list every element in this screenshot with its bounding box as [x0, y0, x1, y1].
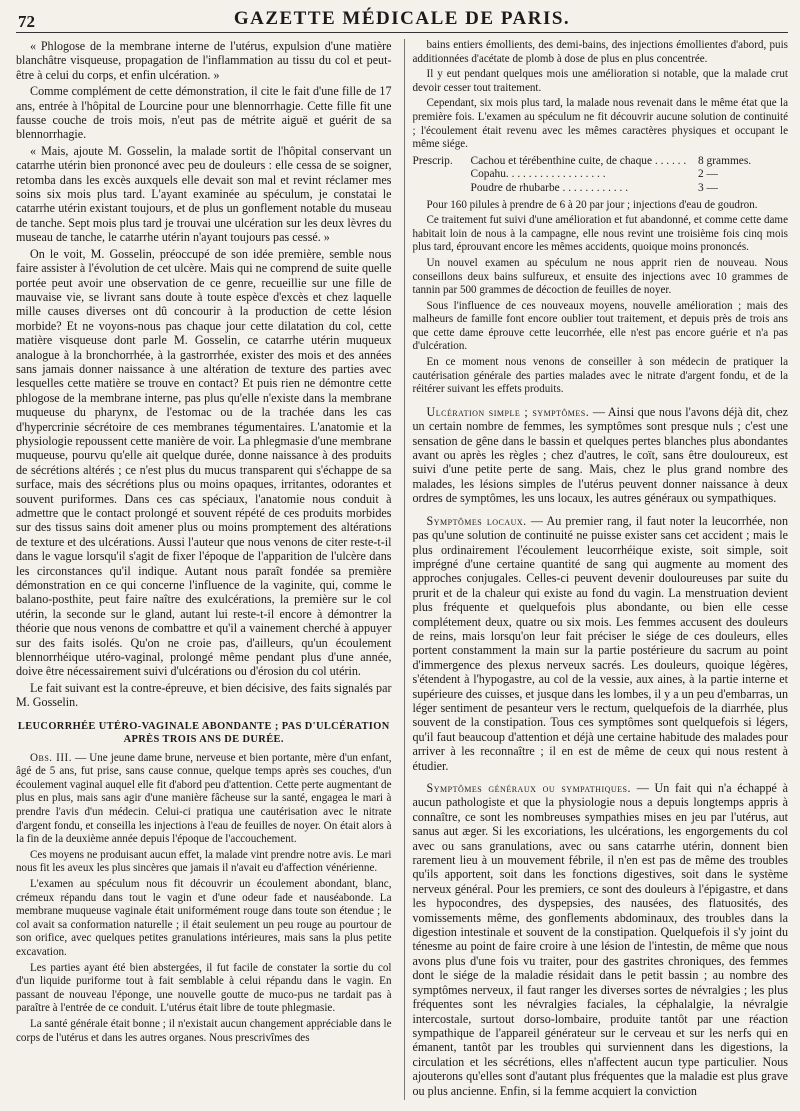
paragraph: Pour 160 pilules à prendre de 6 à 20 par jour ; injections d'eau de goudron. [426, 198, 758, 211]
observation-block [16, 752, 392, 1045]
right-column [404, 39, 789, 1100]
observation-followup [413, 199, 789, 397]
prescription-qty: 2 — [698, 168, 718, 181]
section-ulceration [413, 405, 789, 506]
section-text: — Un fait qui n'a échappé à aucun pathologiste et que la physiologie nous a depuis longtemps appris à connaître, ce sont les nombreuses sympathies mises en jeu par l'utérus, aut sanus aut æger. Si les excoriations, les ulcérations, les engorgements du col avec ou sans granulations, avec ou sans catarrhe utérin, donnent bien rarement lieu à un mouvement fébrile, il n'en est pas de même des troubles qu'ils apportent, soit dans les fonctions digestives, soit dans le système nerveux général. Pour les premiers, ce sont des douleurs à l'épigastre, et dans les hypocondres, des dyspepsies, des nausées, des flatuosités, des vomissements même, des gonflements abdominaux, des troubles dans la digestion intestinale et souvent de la constipation. Quelquefois il s'y joint du ténesme au point de faire croire à une lésion de l'intestin, de même que nous avons plus d'une fois vu traiter, pour des gastrites chroniques, des femmes dont le siége de la maladie résidait dans le petit bassin ; au nombre des symptômes nerveux, il faut ranger les diverses sortes de névralgies ; les plus fréquentes sont les névralgies faciales, la céphalalgie, la névralgie intercostale, surtout dorso-lombaire, produite tantôt par une réaction sympathique de l'appareil générateur sur le cerveau et sur les nerfs qui en émanent, tantôt par les troubles qui surviennent dans les digestions, la circulation et les sécrétions, elles n'affectent aucun type particulier. Nous ajouterons qu'elles sont d'autant plus fréquentes que la maladie est plus grave ou plus ancienne. Enfin, si la femme acquiert la conviction [412, 781, 788, 1098]
section-heading: LEUCORRHÉE UTÉRO-VAGINALE ABONDANTE ; PAS D'ULCÉRATION APRÈS TROIS ANS DE DURÉE. [17, 720, 390, 745]
subheading: Symptômes généraux ou sympathiques. [426, 781, 632, 795]
observation-label: Obs. III. [30, 751, 72, 764]
paragraph: Comme complément de cette démonstration, il cite le fait d'une fille de 17 ans, entrée à l'hôpital de Lourcine pour une blennorrhagie. Cette fille fit une fausse couche de trois mois, n'eut pas de métrite aiguë et guérit de sa blennorrhagie. [16, 84, 392, 142]
observation-continued [413, 39, 789, 152]
subheading: Symptômes locaux. [426, 513, 527, 528]
paragraph: Un nouvel examen au spéculum ne nous apprit rien de nouveau. Nous conseillons deux bains sulfureux, et ensuite des injections avec 10 grammes de tannin par 500 grammes de décoction de feuilles de noyer. [412, 256, 788, 297]
paragraph: Cependant, six mois plus tard, la malade nous revenait dans le même état que la première fois. L'examen au spéculum ne fit découvrir aucune solution de continuité ; l'écoulement était revenu avec les mêmes caractères physiques et occupant le même siége. [412, 97, 788, 151]
paragraph: Les parties ayant été bien abstergées, il fut facile de constater la sortie du col d'un liquide puriforme tout à fait semblable à celui répandu dans le vagin. En passant de nouveau l'éponge, une nouvelle goutte de muco-pus ne tardait pas à paraître à l'entrée de ce conduit. L'utérus était libre de toute phlegmasie. [16, 961, 392, 1015]
paragraph: « Phlogose de la membrane interne de l'utérus, expulsion d'une matière blanchâtre visqueuse, propagation de l'inflammation au tissu du col et peut-être à celui du corps, et enfin ulcération. » [16, 39, 392, 82]
prescription-item: Copahu. . . . . . . . . . . . . . . . . . [470, 168, 606, 181]
observation-paragraph [16, 752, 392, 847]
paragraph: Ces moyens ne produisant aucun effet, la malade vint prendre notre avis. Le mari nous fit les aveux les plus sincères que jamais il n'avait eu d'affection vénérienne. [16, 848, 392, 875]
section-text: — Ainsi que nous l'avons déjà dit, chez un certain nombre de femmes, les symptômes sont presque nuls ; c'est une sensation de gêne dans le bassin et quelques pertes blanches plus abondantes avant ou après les règles ; chez d'autres, le coït, sans être douloureux, est suivi d'une petite perte de sang. Mais, chez le plus grand nombre des malades, les lésions simples de l'utérus peuvent donner naissance à deux ordres de symptômes, les uns locaux, les autres généraux ou sympathiques. [412, 404, 788, 506]
paragraph: Ce traitement fut suivi d'une amélioration et fut abandonné, et comme cette dame habitait loin de nous à la campagne, elle nous revint une troisième fois cinq mois plus tard, éprouvant encore les mêmes accidents, quoique moins prononcés. [412, 214, 788, 254]
prescription-item: Cachou et térébenthine cuite, de chaque . . . . . . [470, 154, 687, 167]
prescription-qty: 8 grammes. [698, 154, 752, 167]
section-symptomes-generaux [413, 781, 789, 1098]
paragraph: La santé générale était bonne ; il n'existait aucun changement appréciable dans le corps de l'utérus et dans les autres organes. Nous prescrivîmes des [16, 1017, 392, 1044]
page-number: 72 [18, 12, 35, 31]
paragraph: En ce moment nous venons de conseiller à son médecin de pratiquer la cautérisation générale des parties malades avec le nitrate d'argent fondu, et de la réitérer suivant les effets produits. [412, 356, 788, 396]
section-symptomes-locaux [413, 514, 789, 773]
paragraph: « Mais, ajoute M. Gosselin, la malade sortit de l'hôpital conservant un catarrhe utérin bien prononcé avec peu de douleurs : elle cessa de se soigner, retomba dans les excès auxquels elle devait son mal et revint réclamer mes soins six mois plus tard. L'ayant examinée au spéculum, je constatai le catarrhe utérin existant toujours, et de plus un gonflement notable du museau de tanche. Sept mois plus tard je trouvai une ulcération sur les deux lèvres du museau de tanche, le catarrhe utérin n'ayant toujours pas cessé. » [16, 143, 392, 245]
paragraph: L'examen au spéculum nous fit découvrir un écoulement abondant, blanc, crémeux répandu dans tout le vagin et d'une odeur fade et nauséabonde. La membrane muqueuse vaginale était uniformément rouge dans toute son étendue ; le col avait sa conformation naturelle ; il était seulement un peu rouge au pourtour de son orifice, avec quelques petites granulations intérieures, mais sans la plus petite excavation. [16, 878, 392, 958]
paragraph: Le fait suivant est la contre-épreuve, et bien décisive, des faits signalés par M. Gosselin. [16, 680, 392, 710]
prescription-label: Prescrip. [412, 154, 453, 167]
prescription [413, 155, 789, 196]
prescription-row [413, 168, 789, 182]
prescription-qty: 3 — [698, 181, 718, 194]
prescription-row [413, 155, 789, 169]
observation-text: — Une jeune dame brune, nerveuse et bien portante, mère d'un enfant, âgé de 5 ans, fut prise, sans cause connue, quelque temps après ses couches, d'un écoulement vaginal auquel elle fit d'abord peu d'attention. Cette perte augmentant de plus en plus, mais sans agir d'une manière fâcheuse sur la santé, engagea le mari à prendre l'avis d'un médecin. Celui-ci pratiqua une cautérisation avec le nitrate d'argent fondu, et conseilla les injections à l'eau de feuilles de noyer. On était alors à la fin de la deuxième année depuis l'époque de l'accouchement. [16, 751, 392, 846]
subheading: Ulcération simple ; symptômes. [426, 404, 590, 419]
page-header [16, 6, 788, 33]
section-text: — Au premier rang, il faut noter la leucorrhée, non pas qu'une solution de continuité ne puisse exister sans cet accident ; mais le plus ordinairement l'écoulement leucorrhéique existe, soit simple, soit imprégné d'une certaine quantité de sang qui augmente au moment des approches conjugales. Celles-ci peuvent devenir douloureuses par suite du prurit et de la chaleur qui existe au fond du vagin. La menstruation devient plus fréquente et quelquefois plus abondante, ou bien elle cesse complétement deux, quatre ou six mois. Les femmes accusent des douleurs de reins, mais lorsqu'on leur fait préciser le siége de ces douleurs, elles portent constamment la main sur la partie postérieure du sacrum au point d'immergence des plexus nerveux sacrés. Les douleurs, quoique légères, s'étendent à l'hypogastre, au col de la vessie, aux aines, à la partie interne et supérieure des cuisses, et jusque dans les lombes, il y a un peu d'embarras, un léger sentiment de pesanteur vers le rectum, quelquefois de la diarrhée, plus souvent de la constipation. Tous ces symptômes sont quelquefois si légers, qu'il faut beaucoup d'attention et déjà une certaine habitude des malades pour arriver à les reconnaître ; il en est de même de ceux qui nous restent à étudier. [412, 513, 788, 773]
paragraph: Sous l'influence de ces nouveaux moyens, nouvelle amélioration ; mais des malheurs de famille font encore oublier tout traitement, et depuis près de trois ans que cette dame éprouve cette leucorrhée, elle n'est pas encore guérie et n'a pas d'ulcération. [412, 299, 788, 353]
prescription-item: Poudre de rhubarbe . . . . . . . . . . . . [470, 181, 629, 194]
paragraph: Il y eut pendant quelques mois une amélioration si notable, que la malade crut devoir cesser tout traitement. [412, 68, 788, 94]
journal-title: GAZETTE MÉDICALE DE PARIS. [233, 8, 571, 29]
paragraph: bains entiers émollients, des demi-bains, des injections émollientes d'abord, puis additionnées d'acétate de plomb à dose de plus en plus concentrée. [412, 39, 788, 65]
paragraph: On le voit, M. Gosselin, préoccupé de son idée première, semble nous faire assister à l'évolution de cet ulcère. Mais qui ne comprend de suite quelle portée peut avoir une observation de ce genre, recueillie sur une fille de mauvaise vie, se livrant sans doute à toute espèce d'excès et chez laquelle mille causes diverses ont dû concourir à la production de cette lésion morbide? Et ne voyons-nous pas chaque jour cette dilatation du col, cette matière visqueuse dont parle M. Gosselin, ce catarrhe utérin muqueux analogue à la bronchorrhée, à la gastrorrhée, exister des mois et des années sans jamais donner naissance à une altération de texture des parties avec lesquelles cette matière se trouve en contact? Et puis rien ne démontre cette phlogose de la membrane interne, pas plus qu'elle n'existe dans la membrane muqueuse du pharynx, de l'estomac ou de la trachée dans les cas d'hypercrinie sécrétoire de ces membranes tégumentaires. L'anatomie et la physiologie repoussent cette manière de voir. La phlegmasie d'une membrane muqueuse, pourvu qu'elle ait quelque durée, donne naissance à des produits de sécrétions altérés ; ce n'est plus du mucus transparent qui s'échappe de sa surface, mais des sécrétions plus ou moins opaques, irritantes, odorantes et souvent puriformes. Dans ces cas spéciaux, l'anatomie nous conduit à admettre que le contact prolongé et souvent répété de ces produits morbides sur des tissus sains doit amener plus ou moins promptement des altérations de texture et des ulcérations. Aussi l'auteur que nous venons de citer reste-t-il dans le vague lorsqu'il s'agit de fixer l'époque de l'apparition de l'ulcère dans les circonstances qu'il indique. Autant nous paraît fondée sa première démonstration en ce qui concerne l'influence de la vaginite, qui, comme le balano-posthite, peut faire naître des exulcérations, la première sur le col utérin, la seconde sur le gland, autant lui reste-t-il encore à démontrer la théorie que nous venons de combattre et qu'il a vainement cherché à appuyer sur des faits isolés. Qu'on ne croie pas, d'ailleurs, qu'un écoulement blennorrhéique utéro-vaginal, prolongé même pendant plus d'une année, doive être nécessairement suivi d'ulcérations ou d'érosion du col utérin. [16, 246, 392, 679]
text-columns [16, 39, 788, 1100]
prescription-row [413, 182, 789, 196]
left-column [16, 39, 392, 1100]
